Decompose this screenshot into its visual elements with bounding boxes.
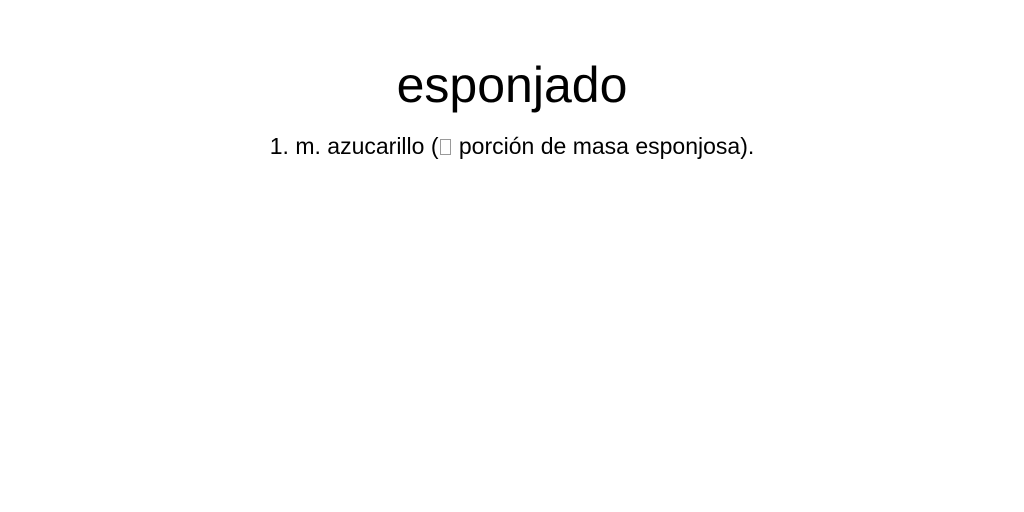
definition-term: azucarillo — [327, 133, 425, 159]
headword: esponjado — [396, 57, 628, 113]
sense-number: 1. — [269, 133, 289, 159]
definition-gloss: porción de masa esponjosa — [458, 133, 741, 159]
grammatical-category: m. — [295, 133, 321, 159]
missing-glyph-box-icon — [440, 139, 451, 155]
closing-punctuation: ). — [740, 133, 755, 159]
definition-line — [0, 131, 1024, 161]
open-parenthesis: ( — [430, 133, 439, 159]
